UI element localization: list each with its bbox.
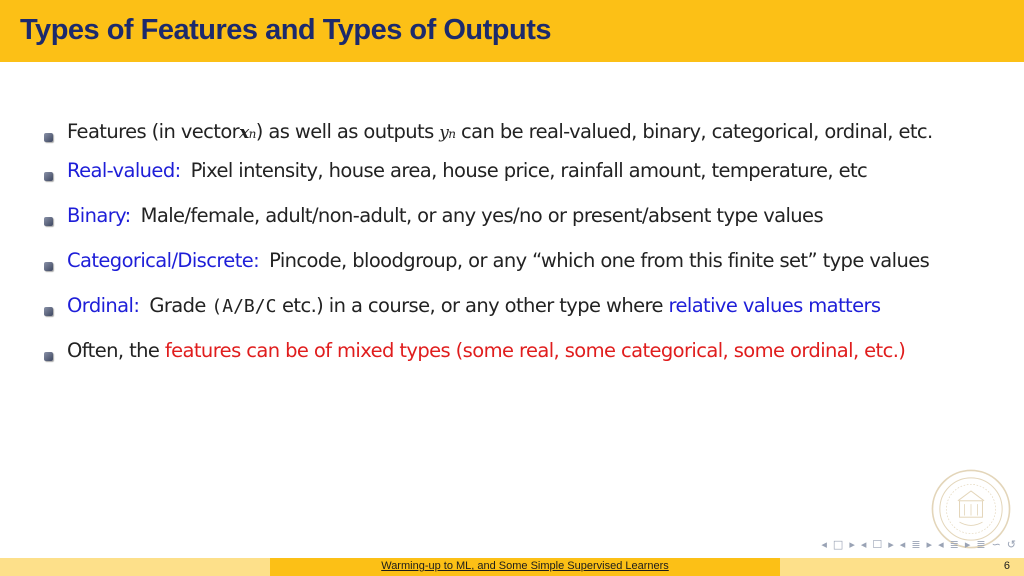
bullet-binary [44, 204, 823, 227]
nav-next-frame-icon[interactable]: ▸ [849, 538, 855, 551]
bullet-ordinal: Ordinal: Grade (A/B/C etc.) in a course, or any other type where relative values matters [44, 294, 880, 317]
bullet-text: Male/female, adult/non-adult, or any yes/no or present/absent type values [140, 204, 824, 227]
nav-subsection-icon[interactable]: ≣ [911, 538, 921, 551]
nav-frame-icon[interactable]: □ [832, 538, 844, 551]
subscript-n: n [448, 127, 456, 141]
nav-prev-subsection-icon[interactable]: ◂ [899, 538, 906, 551]
bullet-marker-icon [44, 262, 53, 271]
beamer-navigation [821, 538, 1016, 551]
bullet-categorical [44, 249, 929, 272]
bullet-mixed-types: Often, the features can be of mixed types (some real, some categorical, some ordinal, etc.) [44, 339, 905, 362]
bullet-real-valued [44, 159, 867, 182]
nav-prev-frame-icon[interactable]: ◂ [821, 538, 827, 551]
bullet-label: Binary: [67, 204, 131, 227]
nav-slide-icon[interactable]: ☐ [872, 538, 883, 551]
math-y: y [439, 123, 449, 143]
bullet-marker-icon [44, 352, 53, 361]
nav-next-subsection-icon[interactable]: ▸ [926, 538, 933, 551]
nav-prev-section-icon[interactable]: ◂ [938, 538, 944, 551]
nav-next-slide-icon[interactable]: ▸ [888, 538, 894, 551]
footer-title-link[interactable]: Warming-up to ML, and Some Simple Supervised Learners [381, 560, 669, 572]
highlight-text: features can be of mixed types (some real, some categorical, some ordinal, etc.) [164, 339, 906, 362]
bullet-marker-icon [44, 133, 53, 142]
nav-section-icon[interactable]: ≣ [949, 538, 959, 551]
page-number: 6 [1003, 560, 1010, 572]
bullet-marker-icon [44, 172, 53, 181]
subscript-n: n [248, 127, 256, 141]
highlight-text: relative values matters [668, 294, 881, 317]
nav-back-icon[interactable]: ↺ [1006, 538, 1016, 551]
nav-menu-icon[interactable]: ≣ [976, 538, 986, 551]
math-x: x [239, 123, 249, 143]
bullet-marker-icon [44, 217, 53, 226]
bullet-text: Pixel intensity, house area, house price, rainfall amount, temperature, etc [190, 159, 868, 182]
footer-bar [0, 558, 1024, 576]
bullet-label: Ordinal: [67, 294, 140, 317]
bullet-features-outputs: Features (in vector x n ) as well as outputs y n can be real-valued, binary, categorical, ordinal, etc. [44, 120, 933, 143]
grade-values: (A/B/C [211, 296, 277, 317]
nav-next-section-icon[interactable]: ▸ [964, 538, 971, 551]
nav-prev-slide-icon[interactable]: ◂ [860, 538, 867, 551]
title-bar [0, 0, 1024, 62]
footer-right-panel [780, 558, 1024, 576]
bullet-label: Categorical/Discrete: [67, 249, 260, 272]
nav-search-icon[interactable]: ∽ [991, 538, 1001, 551]
bullet-text: Pincode, bloodgroup, or any “which one from this finite set” type values [269, 249, 930, 272]
bullet-label: Real-valued: [67, 159, 181, 182]
slide-title: Types of Features and Types of Outputs [20, 14, 551, 46]
footer-left-panel [0, 558, 270, 576]
bullet-marker-icon [44, 307, 53, 316]
